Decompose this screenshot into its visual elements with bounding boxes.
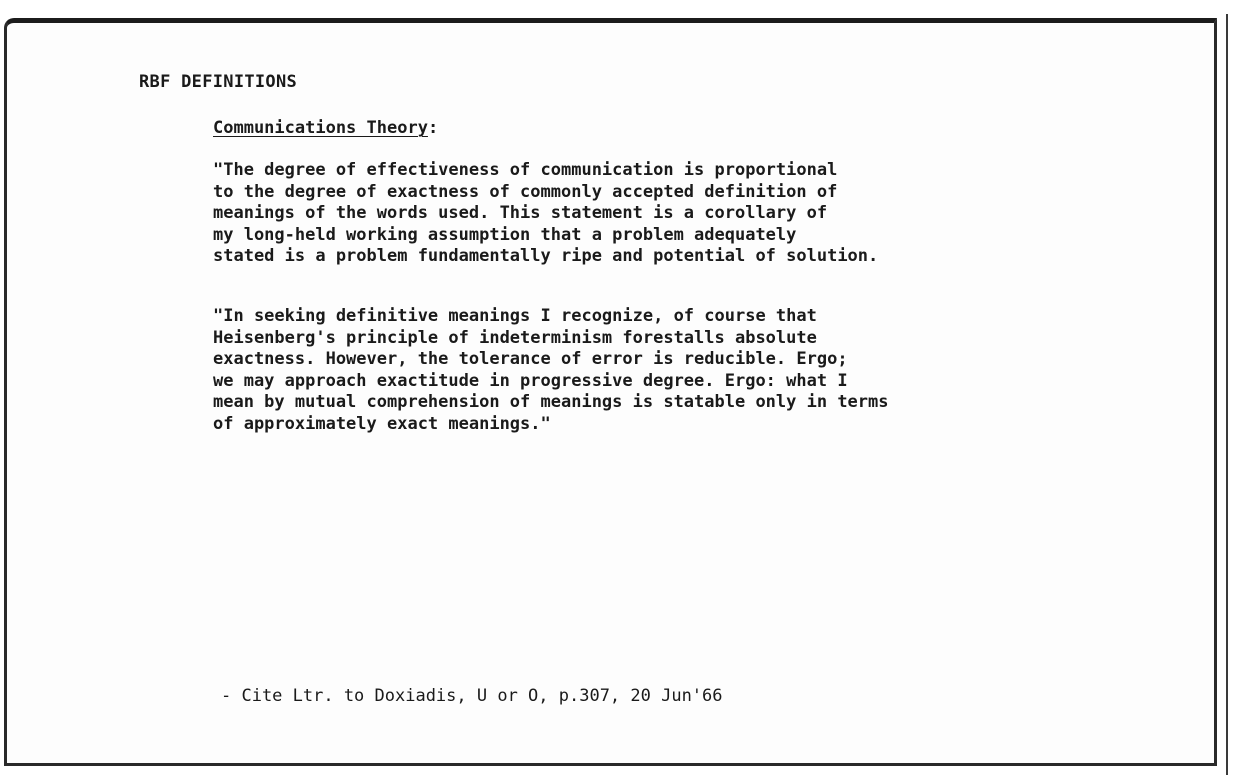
quote-line: exactness. However, the tolerance of error is reducible. Ergo; (213, 349, 848, 369)
quote-line: we may approach exactitude in progressive degree. Ergo: what I (213, 370, 848, 391)
subject-heading (213, 118, 438, 138)
quote-paragraph-2 (213, 306, 889, 435)
card-header: RBF DEFINITIONS (139, 72, 298, 92)
quote-line: "The degree of effectiveness of communication is proportional (213, 160, 838, 180)
page-margin (0, 0, 1233, 18)
quote-line: Heisenberg's principle of indeterminism forestalls absolute (213, 327, 817, 348)
quote-line: mean by mutual comprehension of meanings is statable only in terms (213, 392, 889, 412)
quote-line: meanings of the words used. This statement is a corollary of (213, 203, 828, 223)
quote-line: my long-held working assumption that a problem adequately (213, 224, 797, 245)
quote-line: of approximately exact meanings." (213, 413, 551, 434)
quote-line: "In seeking definitive meanings I recognize, of course that (213, 306, 817, 326)
subject-title: Communications Theory (213, 118, 428, 138)
card-edge-rule (1226, 14, 1228, 775)
quote-line: to the degree of exactness of commonly accepted definition of (213, 181, 838, 202)
quote-line: stated is a problem fundamentally ripe and potential of solution. (213, 246, 879, 266)
quote-paragraph-1 (213, 160, 878, 268)
subject-colon: : (427, 118, 439, 138)
citation: - Cite Ltr. to Doxiadis, U or O, p.307, 20 Jun'66 (221, 686, 723, 706)
